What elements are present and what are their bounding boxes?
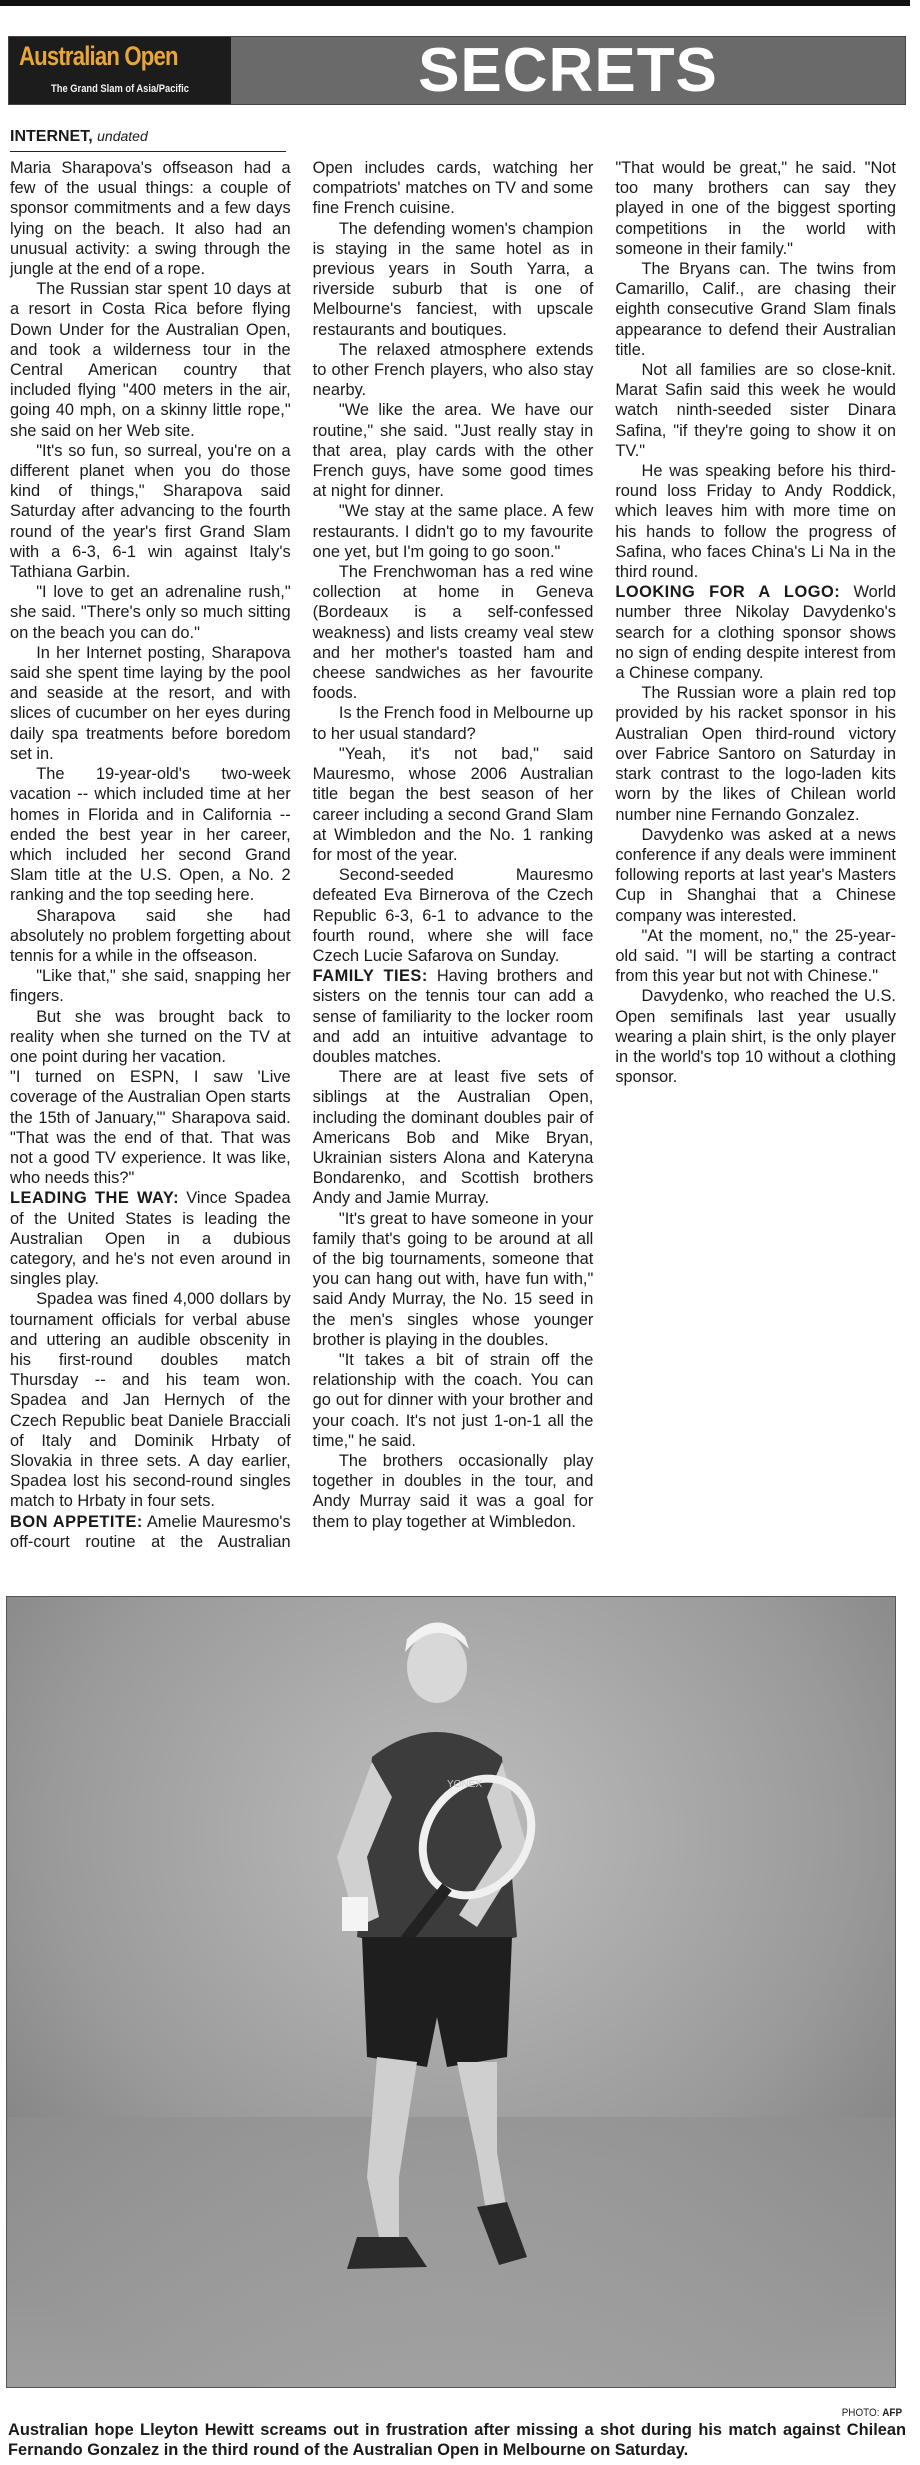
dateline-date: undated — [97, 128, 148, 144]
article-paragraph — [615, 683, 896, 824]
article-paragraph — [10, 1007, 291, 1068]
paragraph-text: Sharapova said she had absolutely no problem forgetting about tennis for a while in the offseason. — [10, 906, 291, 965]
paragraph-text: "We like the area. We have our routine," she said. "Just really stay in that area, play cards with the other French guys, have some good times at night for dinner. — [312, 401, 594, 501]
paragraph-text: But she was brought back to reality when she turned on the TV at one point during her vacation. — [10, 1007, 291, 1066]
article-paragraph — [313, 966, 594, 1067]
paragraph-text: The Frenchwoman has a red wine collection at home in Geneva (Bordeaux is a self-confessed weakness) and lists creamy veal stew and her mother's toasted ham and cheese sandwiches as her favourite foods. — [312, 563, 594, 703]
paragraph-text: Having brothers and sisters on the tennis tour can add a sense of familiarity to the locker room and add an intuitive advantage to doubles matches. — [312, 967, 594, 1066]
paragraph-text: The Bryans can. The twins from Camarillo, Calif., are chasing their eighth consecutive Grand Slam finals appearance to defend their Australian title. — [615, 260, 896, 359]
shirt-logo: YONEX — [447, 1779, 483, 1790]
paragraph-text: Vince Spadea of the United States is leading the Australian Open in a dubious category, and he's not even around in singles play. — [10, 1189, 291, 1289]
paragraph-text: In her Internet posting, Sharapova said she spent time laying by the pool and seaside at the resort, and with slices of cucumber on her eyes during daily spa treatments before boredom set in. — [10, 643, 291, 763]
paragraph-text: Spadea was fined 4,000 dollars by tournament officials for verbal abuse and uttering an audible obscenity in his first-round doubles match Thursday -- and his team won. Spadea and Jan Hernych of the Czech Republic beat Daniele Bracciali of Italy and Dominik Hrbaty of Slovakia in three sets. A day earlier, Spadea lost his second-round singles match to Hrbaty in four sets. — [10, 1290, 291, 1511]
article-paragraph — [10, 643, 291, 764]
australian-open-logo — [9, 37, 231, 104]
article-paragraph — [615, 926, 896, 987]
paragraph-text: "Like that," she said, snapping her fingers. — [10, 967, 291, 1006]
article-paragraph — [615, 461, 896, 582]
tennis-player-photo — [7, 1597, 896, 2388]
article-paragraph — [10, 966, 291, 1006]
logo-title: Australian Open — [19, 41, 178, 71]
paragraph-text: "We stay at the same place. A few restaurants. I didn't go to my favourite one yet, but I'm going to go soon." — [312, 502, 594, 561]
paragraph-lead: LEADING THE WAY: — [10, 1189, 180, 1208]
paragraph-text: World number three Nikolay Davydenko's search for a clothing sponsor shows no sign of ending despite interest from a Chinese company. — [615, 583, 896, 683]
paragraph-text: The Russian wore a plain red top provided by his racket sponsor in his Australian Open third-round victory over Fabrice Santoro on Saturday in stark contrast to the logo-laden kits worn by the likes of Chilean world number nine Fernando Gonzalez. — [615, 684, 896, 824]
paragraph-lead: FAMILY TIES: — [312, 967, 428, 986]
article-paragraph — [615, 360, 896, 461]
paragraph-text: Not all families are so close-knit. Marat Safin said this week he would watch ninth-seeded sister Dinara Safina, "if they're going to show it on TV." — [615, 361, 896, 460]
article-paragraph — [313, 219, 594, 340]
paragraph-text: The brothers occasionally play together in doubles in the tour, and Andy Murray said it was a goal for them to play together at Wimbledon. — [312, 1452, 594, 1531]
dateline-place: INTERNET, — [10, 128, 93, 145]
article-paragraph — [313, 865, 594, 966]
section-title: SECRETS — [418, 36, 718, 105]
article-paragraph — [313, 1067, 594, 1208]
paragraph-text: The defending women's champion is staying in the same hotel as in previous years in South Yarra, a riverside suburb that is one of Melbourne's fanciest, with upscale restaurants and boutiques. — [312, 219, 594, 339]
top-rule — [0, 0, 910, 6]
article-paragraph — [313, 1350, 594, 1451]
paragraph-text: Amelie Mauresmo's off-court routine at the Australian Open includes cards, watching her compatriots' matches on TV and some fine French cuisine. — [10, 159, 594, 1551]
paragraph-text: "Yeah, it's not bad," said Mauresmo, whose 2006 Australian title began the best season of her career including a second Grand Slam at Wimbledon and the No. 1 ranking for most of the year. — [312, 744, 594, 864]
paragraph-text: Davydenko was asked at a news conference if any deals were imminent following reports at last year's Masters Cup in Shanghai that a Chinese company was interested. — [615, 825, 896, 925]
article-paragraph — [615, 825, 896, 926]
paragraph-text: The 19-year-old's two-week vacation -- which included time at her homes in Florida and in California -- ended the best year in her career, which included her second Grand Slam title at the U.S. Open, a No. 2 ranking and the top seeding here. — [10, 765, 291, 905]
section-header — [8, 36, 906, 105]
paragraph-text: Davydenko, who reached the U.S. Open semifinals last year usually wearing a plain shirt, is the only player in the world's top 10 without a clothing sponsor. — [615, 987, 896, 1087]
dateline — [10, 128, 286, 152]
paragraph-text: "That would be great," he said. "Not too many brothers can say they played in one of the biggest sporting competitions in the world with someone in their family." — [615, 159, 896, 258]
logo-subtitle: The Grand Slam of Asia/Pacific — [51, 83, 189, 95]
article-paragraph — [10, 158, 291, 279]
paragraph-text: Maria Sharapova's offseason had a few of the usual things: a couple of sponsor commitments and a few days lying on the beach. It also had an unusual activity: a swing through the jungle at the end of a rope. — [10, 159, 291, 279]
article-paragraph — [10, 906, 291, 967]
article-paragraph — [10, 1289, 291, 1511]
paragraph-lead: LOOKING FOR A LOGO: — [615, 583, 841, 602]
paragraph-text: "It's great to have someone in your family that's going to be around at all of the big tournaments, someone that you can hang out with, have fun with," said Andy Murray, the No. 15 seed in the men's singles whose younger brother is playing in the doubles. — [312, 1209, 594, 1349]
photo-credit-label: PHOTO: — [841, 2407, 880, 2419]
paragraph-text: He was speaking before his third-round loss Friday to Andy Roddick, which leaves him with more time on his hands to follow the progress of Safina, who faces China's Li Na in the third round. — [615, 462, 896, 582]
article-paragraph — [615, 259, 896, 360]
article-paragraph — [10, 1188, 291, 1289]
article-body — [10, 158, 896, 1568]
paragraph-text: There are at least five sets of siblings at the Australian Open, including the dominant doubles pair of Americans Bob and Mike Bryan, Ukrainian sisters Alona and Kateryna Bondarenko, and Scottish brothers Andy and Jamie Murray. — [312, 1068, 594, 1208]
article-paragraph — [10, 582, 291, 643]
photo-caption: Australian hope Lleyton Hewitt screams out in frustration after missing a shot during his match against Chilean Fernando Gonzalez in the third round of the Australian Open in Melbourne on Saturday. — [8, 2421, 906, 2459]
article-paragraph — [10, 441, 291, 582]
article-paragraph — [313, 340, 594, 401]
paragraph-text: The Russian star spent 10 days at a resort in Costa Rica before flying Down Under for the Australian Open, and took a wilderness tour in the Central American country that included flying "400 meters in the air, going 40 mph, on a skinny little rope," she said on her Web site. — [10, 280, 291, 440]
article-paragraph — [615, 986, 896, 1087]
article-paragraph — [615, 582, 896, 683]
paragraph-text: "At the moment, no," the 25-year-old said. "I will be starting a contract from this year but not with Chinese." — [615, 926, 896, 986]
photo-credit — [842, 2407, 902, 2419]
article-paragraph — [313, 562, 594, 703]
paragraph-text: "It's so fun, so surreal, you're on a different planet when you do those kind of things," Sharapova said Saturday after advancing to the fourth round of the year's first Grand Slam with a 6-3, 6-1 win against Italy's Tathiana Garbin. — [10, 441, 291, 582]
paragraph-text: "It takes a bit of strain off the relationship with the coach. You can go out for dinner with your brother and your coach. It's not just 1-on-1 all the time," he said. — [312, 1350, 594, 1450]
article-paragraph — [313, 703, 594, 743]
paragraph-text: "I turned on ESPN, I saw 'Live coverage of the Australian Open starts the 15th of January,"' Sharapova said. "That was the end of that. That was not a good TV experience. It was like, who needs this?" — [10, 1068, 291, 1188]
news-photo — [6, 1596, 896, 2388]
article-paragraph — [313, 400, 594, 501]
paragraph-lead: BON APPETITE: — [10, 1512, 143, 1531]
article-paragraph — [313, 744, 594, 865]
paragraph-text: Second-seeded Mauresmo defeated Eva Birnerova of the Czech Republic 6-3, 6-1 to advance to the fourth round, where she will face Czech Lucie Safarova on Sunday. — [312, 866, 594, 965]
paragraph-text: Is the French food in Melbourne up to her usual standard? — [312, 704, 594, 743]
article-paragraph — [313, 1209, 594, 1350]
article-paragraph — [10, 279, 291, 441]
article-paragraph — [313, 1451, 594, 1532]
article-paragraph — [615, 158, 896, 259]
article-paragraph — [313, 501, 594, 562]
article-paragraph — [10, 1067, 291, 1188]
paragraph-text: "I love to get an adrenaline rush," she said. "There's only so much sitting on the beach you can do." — [10, 583, 291, 642]
photo-credit-source: AFP — [882, 2407, 902, 2419]
article-paragraph — [10, 764, 291, 905]
paragraph-text: The relaxed atmosphere extends to other French players, who also stay nearby. — [312, 340, 594, 400]
